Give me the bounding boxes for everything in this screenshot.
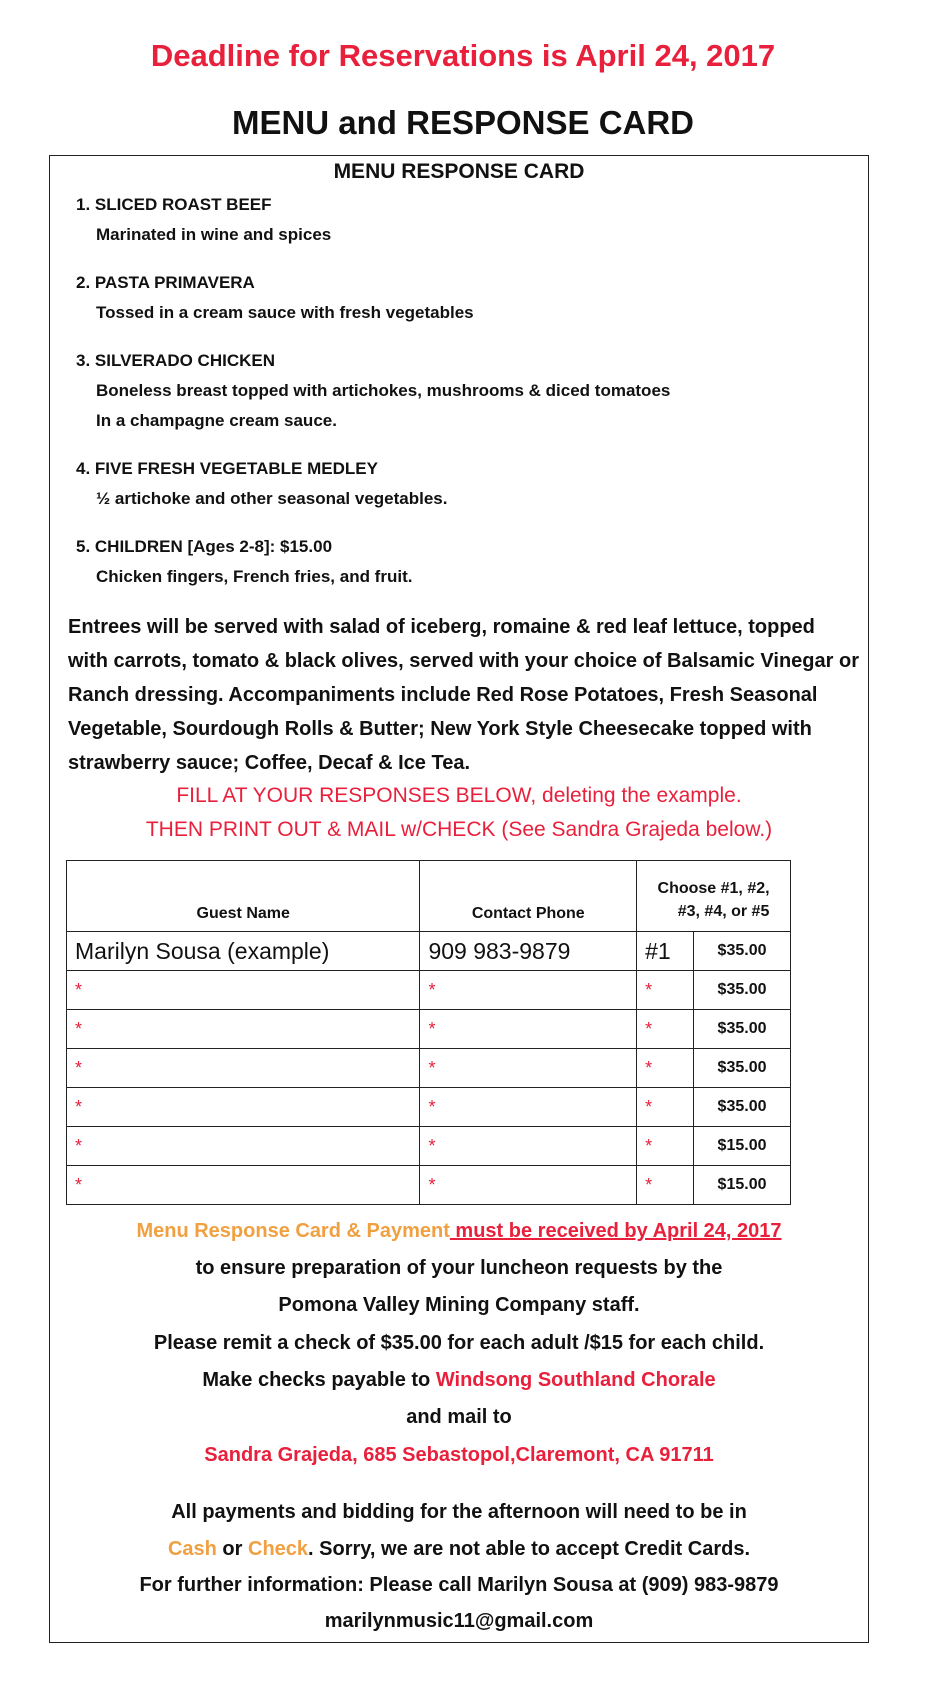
menu-item-4: [76, 454, 447, 514]
col-choose-line2: #3, #4, or #5: [677, 903, 770, 920]
table-header-row: [67, 861, 791, 932]
contact-email[interactable]: marilynmusic11@gmail.com: [324, 1610, 594, 1632]
menu-item-desc: ½ artichoke and other seasonal vegetables.: [96, 489, 448, 508]
price-cell: $35.00: [694, 1088, 791, 1127]
choice-cell[interactable]: *: [637, 1049, 694, 1088]
check-word: Check: [248, 1538, 309, 1560]
contact-phone-cell[interactable]: *: [420, 1010, 637, 1049]
menu-item-desc: Chicken fingers, French fries, and fruit.: [96, 567, 413, 586]
contact-line: For further information: Please call Marilyn Sousa at (909) 983-9879: [139, 1574, 779, 1596]
choice-cell[interactable]: #1: [637, 932, 694, 971]
deadline-heading: Deadline for Reservations is April 24, 2017: [150, 38, 776, 73]
menu-item-desc: Tossed in a cream sauce with fresh vegetables: [96, 303, 474, 322]
col-choose-line1: Choose #1, #2,: [657, 880, 770, 897]
table-row-example: [67, 932, 791, 971]
menu-item-desc: Boneless breast topped with artichokes, mushrooms & diced tomatoes: [96, 381, 671, 400]
payable-label: Make checks payable to: [202, 1369, 436, 1391]
guest-table: [66, 860, 791, 1205]
choice-cell[interactable]: *: [637, 1166, 694, 1205]
contact-phone-cell[interactable]: *: [420, 1127, 637, 1166]
table-row: [67, 1166, 791, 1205]
table-row: [67, 1088, 791, 1127]
card-heading: MENU RESPONSE CARD: [333, 160, 585, 183]
page-title: MENU and RESPONSE CARD: [231, 104, 695, 141]
guest-name-cell[interactable]: *: [67, 1088, 420, 1127]
menu-item-name: 3. SILVERADO CHICKEN: [76, 351, 275, 370]
footer-line-4: Please remit a check of $35.00 for each adult /$15 for each child.: [153, 1332, 765, 1354]
menu-item-3: [76, 346, 670, 436]
choice-cell[interactable]: *: [637, 971, 694, 1010]
payment-deadline-date: April 24, 2017: [652, 1220, 782, 1242]
entrees-description: Entrees will be served with salad of iceberg, romaine & red leaf lettuce, topped with carrots, tomato & black olives, served with your choice of Balsamic Vinegar or Ranch dressing. Accompaniments include Red Rose Potatoes, Fresh Seasonal Vegetable, Sourdough Rolls & Butter; New York Style Cheesecake topped with strawberry sauce; Coffee, Decaf & Ice Tea.: [68, 616, 859, 774]
payment-note-line: All payments and bidding for the afternoon will need to be in: [171, 1501, 747, 1523]
contact-phone-cell[interactable]: *: [420, 1049, 637, 1088]
price-cell: $15.00: [694, 1127, 791, 1166]
menu-item-name: 1. SLICED ROAST BEEF: [76, 195, 272, 214]
guest-name-cell[interactable]: *: [67, 971, 420, 1010]
credit-card-note: . Sorry, we are not able to accept Credit Cards.: [308, 1538, 751, 1560]
col-contact-phone: Contact Phone: [420, 861, 637, 932]
price-cell: $35.00: [694, 1010, 791, 1049]
guest-name-cell[interactable]: *: [67, 1049, 420, 1088]
price-cell: $15.00: [694, 1166, 791, 1205]
guest-name-cell[interactable]: *: [67, 1127, 420, 1166]
price-cell: $35.00: [694, 1049, 791, 1088]
fill-instructions: FILL AT YOUR RESPONSES BELOW, deleting the example.: [176, 784, 742, 807]
cash-word: Cash: [167, 1538, 217, 1560]
menu-item-2: [76, 268, 474, 328]
contact-phone-cell[interactable]: *: [420, 1166, 637, 1205]
or-word: or: [216, 1538, 248, 1560]
menu-item-5: [76, 532, 412, 592]
mail-to-line: and mail to: [406, 1406, 512, 1428]
guest-name-cell[interactable]: Marilyn Sousa (example): [67, 932, 420, 971]
price-cell: $35.00: [694, 932, 791, 971]
footer-line-2: to ensure preparation of your luncheon requests by the: [195, 1257, 723, 1279]
choice-cell[interactable]: *: [637, 1010, 694, 1049]
contact-phone-cell[interactable]: *: [420, 1088, 637, 1127]
payment-label: Menu Response Card & Payment: [136, 1220, 450, 1242]
payee-name: Windsong Southland Chorale: [435, 1369, 716, 1391]
menu-item-name: 4. FIVE FRESH VEGETABLE MEDLEY: [76, 459, 378, 478]
menu-item-name: 2. PASTA PRIMAVERA: [76, 273, 255, 292]
menu-item-1: [76, 190, 331, 250]
table-row: [67, 971, 791, 1010]
menu-item-name: 5. CHILDREN [Ages 2-8]: $15.00: [76, 537, 333, 556]
choice-cell[interactable]: *: [637, 1127, 694, 1166]
contact-phone-cell[interactable]: *: [420, 971, 637, 1010]
menu-item-desc: Marinated in wine and spices: [96, 225, 332, 244]
guest-name-cell[interactable]: *: [67, 1010, 420, 1049]
table-row: [67, 1127, 791, 1166]
mailing-address: Sandra Grajeda, 685 Sebastopol,Claremont, CA 91711: [204, 1444, 714, 1466]
payment-deadline-line: [50, 1220, 868, 1243]
choice-cell[interactable]: *: [637, 1088, 694, 1127]
menu-item-desc: In a champagne cream sauce.: [96, 411, 337, 430]
table-row: [67, 1049, 791, 1088]
response-card: [49, 155, 869, 1643]
footer-line-3: Pomona Valley Mining Company staff.: [278, 1294, 640, 1316]
payable-line: [50, 1369, 868, 1392]
col-choose: [637, 861, 791, 932]
must-be-received: must be received by: [449, 1220, 653, 1242]
print-instructions: THEN PRINT OUT & MAIL w/CHECK (See Sandra Grajeda below.): [145, 818, 773, 841]
cash-check-line: [50, 1538, 868, 1561]
price-cell: $35.00: [694, 971, 791, 1010]
col-guest-name: Guest Name: [67, 861, 420, 932]
contact-phone-cell[interactable]: 909 983-9879: [420, 932, 637, 971]
guest-name-cell[interactable]: *: [67, 1166, 420, 1205]
table-row: [67, 1010, 791, 1049]
